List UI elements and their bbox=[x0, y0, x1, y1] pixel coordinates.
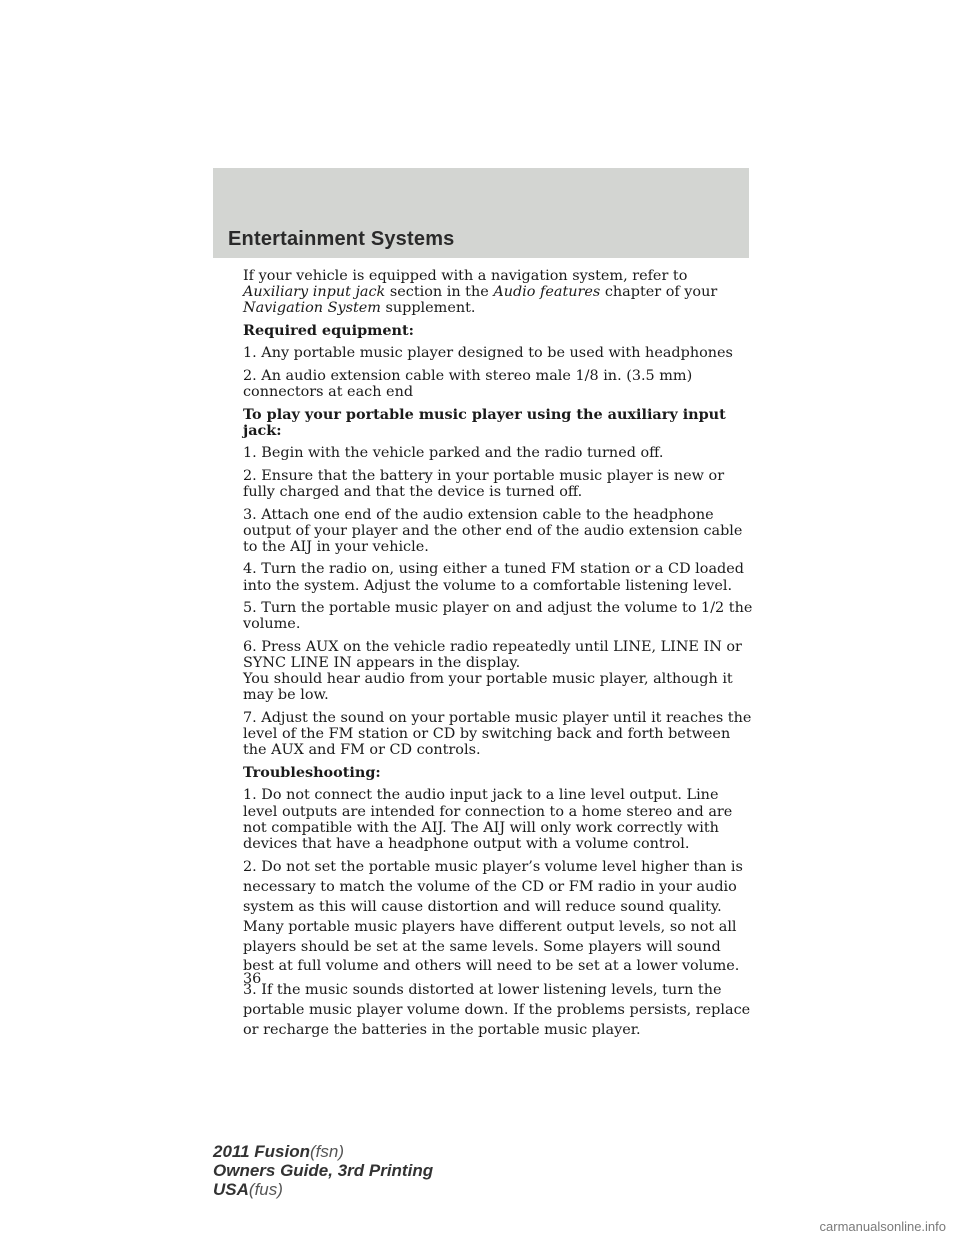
play-step: 4. Turn the radio on, using either a tuned FM station or a CD loaded into the system. Adjust the volume to a comfortable listening level. bbox=[243, 561, 744, 594]
section-title: Entertainment Systems bbox=[228, 228, 455, 250]
required-item: 2. An audio extension cable with stereo male 1/8 in. (3.5 mm) connectors at each end bbox=[243, 367, 693, 401]
site-watermark: carmanualsonline.info bbox=[819, 1219, 946, 1234]
intro-ref-navigation-system: Navigation System bbox=[243, 300, 381, 317]
play-heading: To play your portable music player using the auxiliary input jack: bbox=[243, 405, 726, 439]
required-item: 1. Any portable music player designed to be used with headphones bbox=[243, 345, 733, 362]
intro-text-4: supplement. bbox=[385, 300, 476, 317]
play-note: You should hear audio from your portable music player, although it may be low. bbox=[243, 671, 733, 704]
intro-text-3: chapter of your bbox=[604, 284, 718, 301]
document-footer bbox=[213, 1142, 433, 1199]
troubleshooting-heading: Troubleshooting: bbox=[243, 763, 381, 781]
intro-text-2: section in the bbox=[389, 284, 489, 301]
play-step: 7. Adjust the sound on your portable music player until it reaches the level of the FM station or CD by switching back and forth between the AUX and FM or CD controls. bbox=[243, 709, 752, 759]
footer-model-code: (fsn) bbox=[310, 1142, 344, 1161]
troubleshooting-item: 3. If the music sounds distorted at lower listening levels, turn the portable music player volume down. If the problems persists, replace or recharge the batteries in the portable music player. bbox=[243, 982, 751, 1038]
intro-ref-aux-jack: Auxiliary input jack bbox=[243, 284, 386, 301]
play-step: 6. Press AUX on the vehicle radio repeatedly until LINE, LINE IN or SYNC LINE IN appears in the display. bbox=[243, 638, 742, 672]
footer-region: USA bbox=[213, 1180, 249, 1199]
intro-paragraph bbox=[243, 268, 753, 317]
footer-region-line bbox=[213, 1180, 433, 1199]
play-step: 1. Begin with the vehicle parked and the radio turned off. bbox=[243, 445, 664, 462]
footer-model-line bbox=[213, 1142, 433, 1161]
footer-model: 2011 Fusion bbox=[213, 1142, 310, 1161]
footer-region-code: (fus) bbox=[248, 1180, 283, 1199]
page-number: 36 bbox=[243, 971, 262, 987]
troubleshooting-item: 2. Do not set the portable music player’s volume level higher than is necessary to match the volume of the CD or FM radio in your audio system as this will cause distortion and will reduce sound quality. Many portable music players have different output levels, so not all players should be set at the same levels. Some players will sound best at full volume and others will need to be set at a lower volume. bbox=[243, 859, 743, 975]
section-header-band bbox=[213, 168, 749, 258]
play-step: 3. Attach one end of the audio extension cable to the headphone output of your player and the other end of the audio extension cable to the AIJ in your vehicle. bbox=[243, 506, 743, 555]
intro-text-1: If your vehicle is equipped with a navigation system, refer to bbox=[243, 268, 688, 284]
page-content bbox=[243, 268, 753, 1045]
play-step: 5. Turn the portable music player on and adjust the volume to 1/2 the volume. bbox=[243, 600, 753, 633]
required-heading: Required equipment: bbox=[243, 321, 414, 339]
footer-guide-line: Owners Guide, 3rd Printing bbox=[213, 1161, 434, 1180]
troubleshooting-item: 1. Do not connect the audio input jack to a line level output. Line level outputs are intended for connection to a home stereo and are not compatible with the AIJ. The AIJ will only work correctly with devices that have a headphone output with a volume control. bbox=[243, 787, 733, 852]
intro-ref-audio-features: Audio features bbox=[493, 284, 601, 301]
play-step: 2. Ensure that the battery in your portable music player is new or fully charged and that the device is turned off. bbox=[243, 467, 725, 501]
